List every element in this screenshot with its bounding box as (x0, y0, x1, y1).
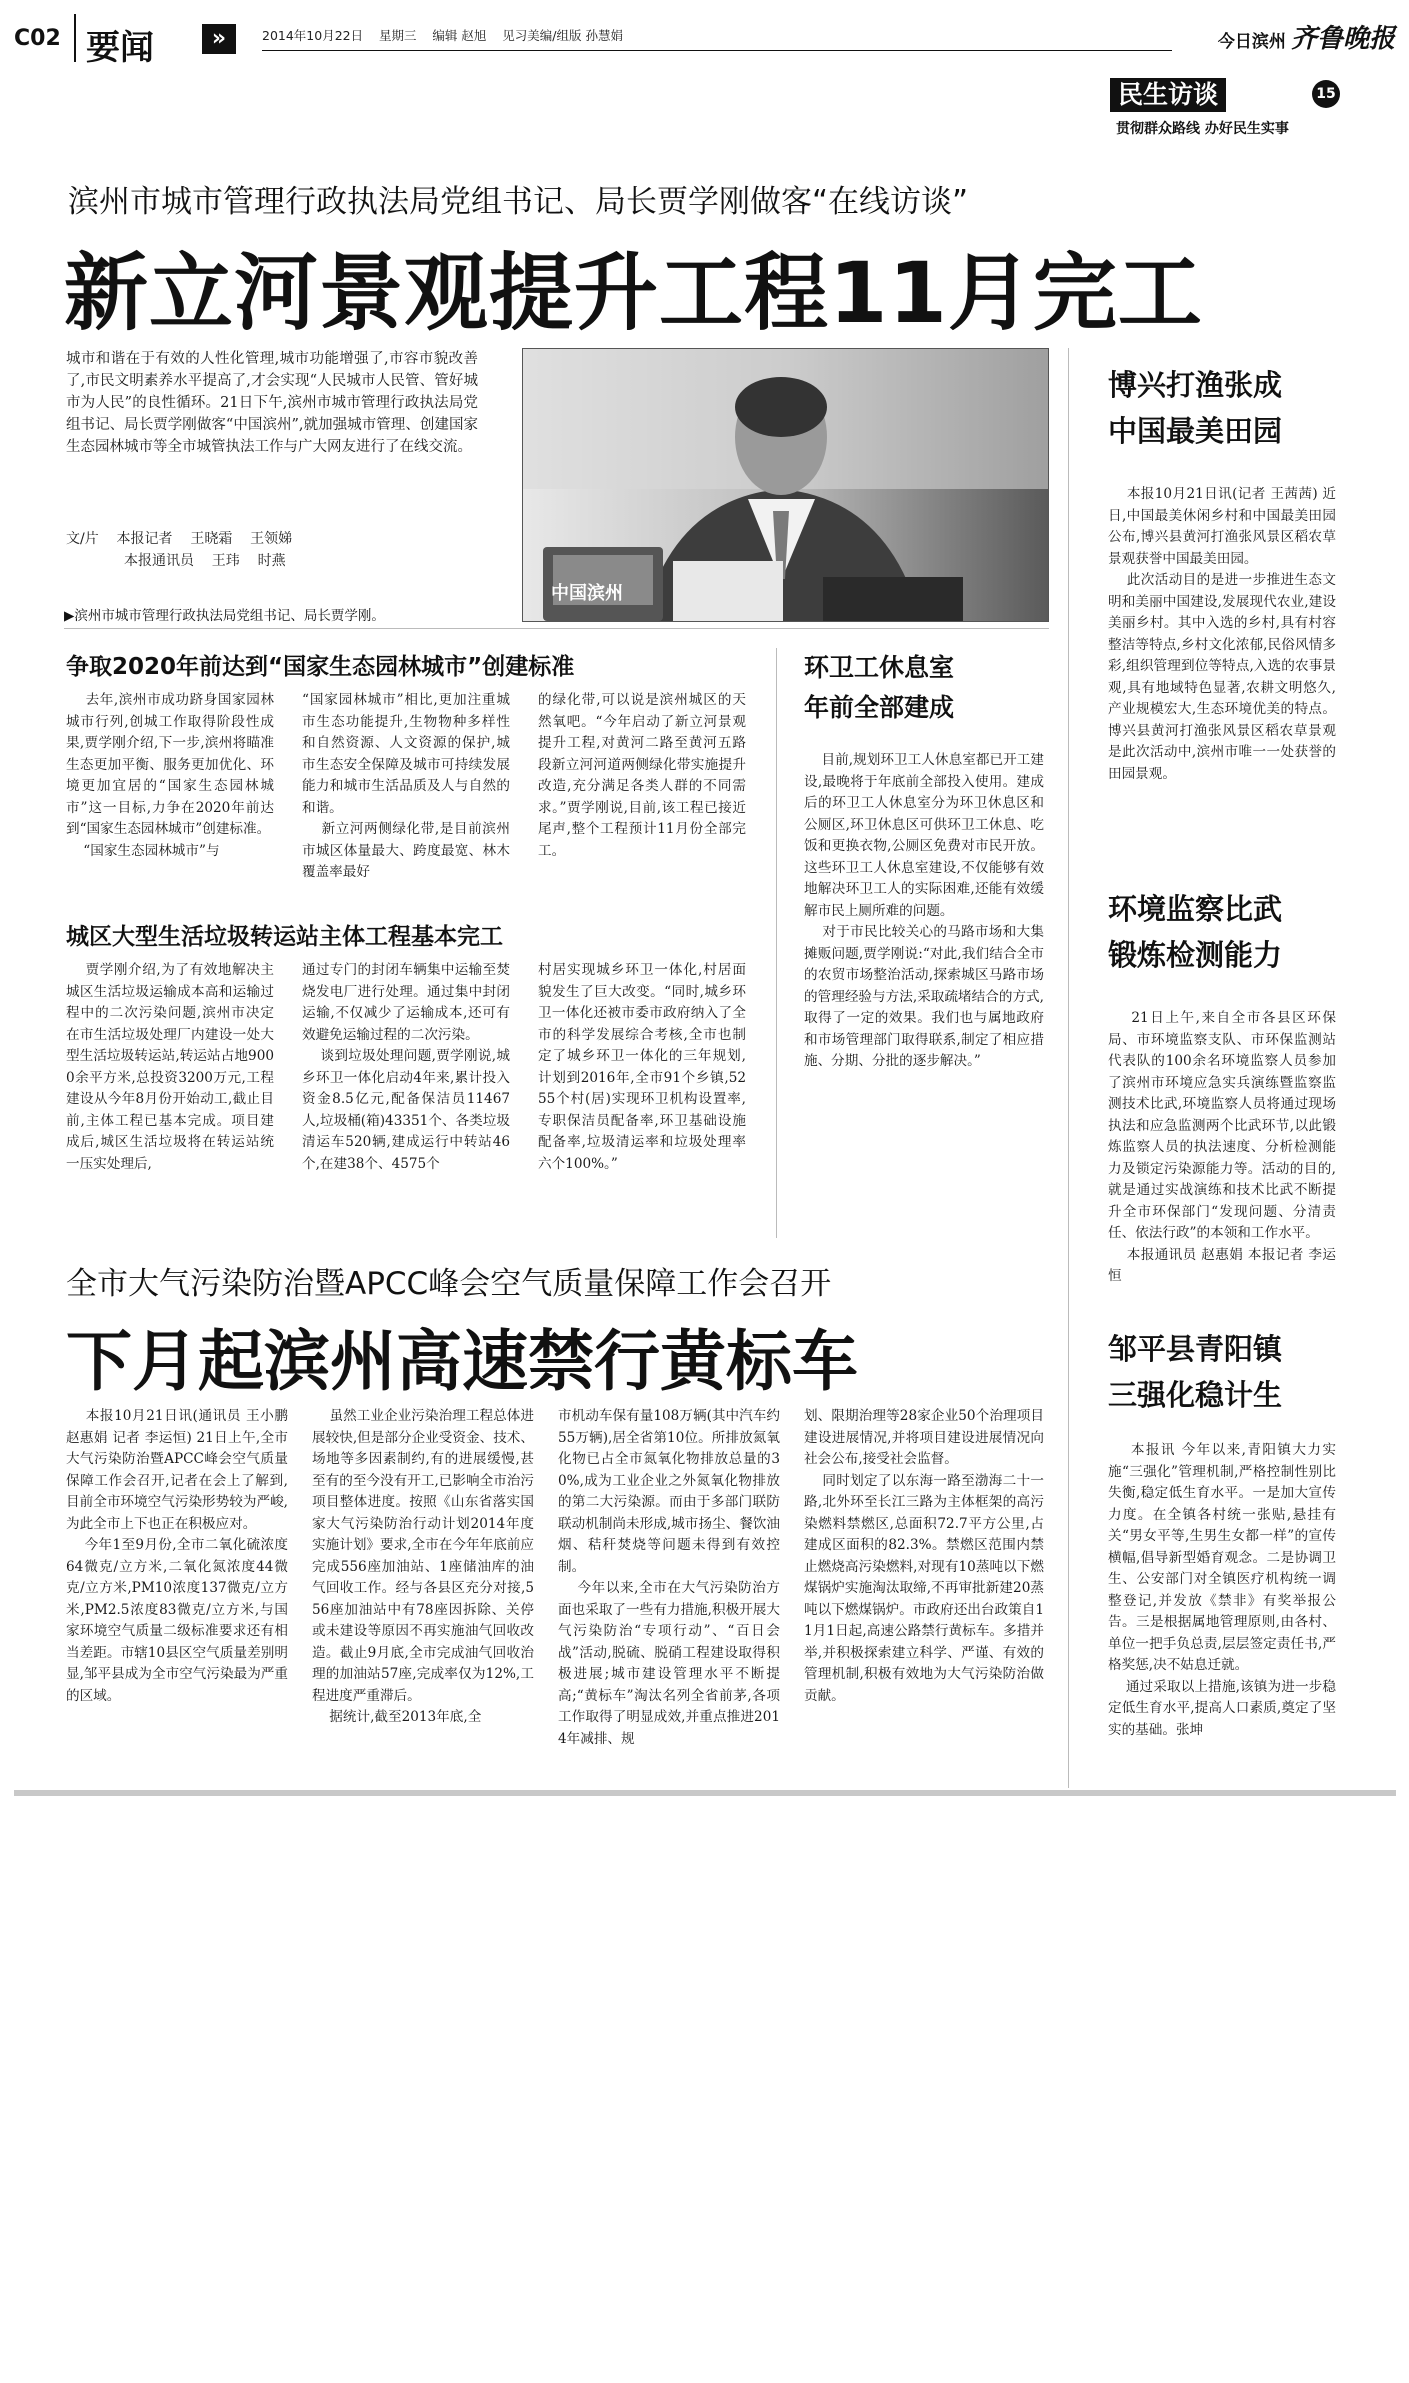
sidebar-head-1 (1108, 362, 1282, 454)
sub2-column-2: 通过专门的封闭车辆集中运输至焚烧发电厂进行处理。通过集中封闭运输,不仅减少了运输成本,还可有效避免运输过程的二次污染。 谈到垃圾处理问题,贾学刚说,城乡环卫一体化启动4年来,累计投入资金8.5亿元,配备保洁员11467人,垃圾桶(箱)43351个、各类垃圾清运车520辆,建成运行中转站46个,在建38个、4575个 (302, 962, 510, 1172)
sub2-column-1: 贾学刚介绍,为了有效地解决主城区生活垃圾运输成本高和运输过程中的二次污染问题,滨州市决定在市生活垃圾处理厂内建设一处大型生活垃圾转运站,转运站占地9000余平方米,总投资3200万元,工程建设从今年8月份开始动工,截止目前,主体工程已基本完成。项目建成后,城区生活垃圾将在转运站统一压实处理后, (66, 962, 274, 1172)
sub1-column-3: 的绿化带,可以说是滨州城区的天然氧吧。“今年启动了新立河景观提升工程,对黄河二路至黄河五路段新立河河道两侧绿化带实施提升改造,充分满足各类人群的不同需求。”贾学刚说,目前,该工程已接近尾声,整个工程预计11月份全部完工。 (538, 692, 746, 859)
sidebar-head-2-line-1: 环境监察比武 (1108, 892, 1283, 926)
sub1-column-1: 去年,滨州市成功跻身国家园林城市行列,创城工作取得阶段性成果,贾学刚介绍,下一步,滨州将瞄准生态更加平衡、服务更加优化、环境更加宜居的“国家生态园林城市”这一目标,力争在2020年前达到“国家生态园林城市”创建标准。 “国家生态园林城市”与 (66, 692, 274, 859)
header-meta: 2014年10月22日 星期三 编辑 赵旭 见习美编/组版 孙慧娟 (262, 28, 623, 43)
header-rule (262, 50, 1172, 51)
badge-slogan: 贯彻群众路线 办好民生实事 (1116, 121, 1289, 137)
paper-masthead (1180, 18, 1395, 55)
story2-column-1: 本报10月21日讯(通讯员 王小鹏 赵惠娟 记者 李运恒) 21日上午,全市大气污染防治暨APCC峰会空气质量保障工作会召开,记者在会上了解到,目前全市环境空气污染形势较为严峻,为此全市上下也正在积极应对。 今年1至9月份,全市二氧化硫浓度64微克/立方米,二氧化氮浓度44微克/立方米,PM10浓度137微克/立方米,PM2.5浓度83微克/立方米,与国家环境空气质量二级标准要求还有相当差距。市辖10县区空气质量差别明显,邹平县成为全市空气污染最为严重的区域。 (66, 1408, 288, 1704)
sidebar-head-3-line-2: 三强化稳计生 (1108, 1378, 1283, 1412)
page-bottom-rule (14, 1790, 1396, 1796)
section-arrow-icon: » (202, 24, 236, 54)
sidebar-head-3 (1108, 1326, 1282, 1418)
sidebar-text-3: 本报讯 今年以来,青阳镇大力实施“三强化”管理机制,严格控制性别比失衡,稳定低生育水平。一是加大宣传力度。在全镇各村统一张贴,悬挂有关“男女平等,生男生女都一样”的宣传横幅,倡导新型婚育观念。二是协调卫生、公安部门对全镇医疗机构统一调整登记,并发放《禁非》有奖举报公告。三是根据属地管理原则,由各村、单位一把手负总责,层层签定责任书,严格奖惩,决不姑息迁就。 通过采取以上措施,该镇为进一步稳定低生育水平,提高人口素质,奠定了坚实的基础。张坤 (1108, 1442, 1336, 1738)
byline-line-2: 本报通讯员 王玮 时燕 (124, 553, 286, 569)
side-head-line-1: 环卫工休息室 (804, 653, 955, 682)
sub2-column-3: 村居实现城乡环卫一体化,村居面貌发生了巨大改变。“同时,城乡环卫一体化还被市委市政府纳入了全市的科学发展综合考核,全市也制定了城乡环卫一体化的三年规划,计划到2016年,全市91个乡镇,5255个村(居)实现环卫机构设置率,专职保洁员配备率,环卫基础设施配备率,垃圾清运率和垃圾处理率六个100%。” (538, 962, 746, 1172)
side-head (804, 648, 954, 728)
story2-column-2: 虽然工业企业污染治理工程总体进展较快,但是部分企业受资金、技术、场地等多因素制约,有的进展缓慢,甚至有的至今没有开工,已影响全市治污项目整体进度。按照《山东省落实国家大气污染防治行动计划2014年度实施计划》要求,全市在今年年底前应完成556座加油站、1座储油库的油气回收工作。经与各县区充分对接,556座加油站中有78座因拆除、关停或未建设等原因不再实施油气回收改造。截止9月底,全市完成油气回收治理的加油站57座,完成率仅为12%,工程进度严重滞后。 据统计,截至2013年底,全 (312, 1408, 534, 1725)
sidebar-rule (1068, 348, 1069, 1788)
lead-kicker: 滨州市城市管理行政执法局党组书记、局长贾学刚做客“在线访谈” (68, 184, 969, 220)
header-bar (0, 0, 1409, 72)
badge-title: 民生访谈 (1110, 78, 1226, 112)
lead-subhead-2: 城区大型生活垃圾转运站主体工程基本完工 (66, 924, 503, 950)
sub1-column-2: “国家园林城市”相比,更加注重城市生态功能提升,生物物种多样性和自然资源、人文资源的保护,城市生态安全保障及城市可持续发展能力和城市生活品质及人与自然的和谐。 新立河两侧绿化带,是目前滨州市城区体量最大、跨度最宽、林木覆盖率最好 (302, 692, 510, 880)
sidebar-head-3-line-1: 邹平县青阳镇 (1108, 1332, 1283, 1366)
header-divider (74, 14, 76, 62)
side-column-rule (776, 648, 777, 1238)
lead-photo (522, 348, 1049, 622)
lead-subhead-1: 争取2020年前达到“国家生态园林城市”创建标准 (66, 654, 575, 680)
paper-name: 齐鲁晚报 (1290, 24, 1395, 54)
sidebar-text-2: 21日上午,来自全市各县区环保局、市环境监察支队、市环保监测站代表队的100余名环境监察人员参加了滨州市环境应急实兵演练暨监察监测技术比武,环境监察人员将通过现场执法和应急监测两个比武环节,以此锻炼监察人员的执法速度、分析检测能力及锁定污染源能力等。活动的目的,就是通过实战演练和技术比武不断提升全市环保部门“发现问题、分清责任、依法行政”的本领和工作水平。 本报通讯员 赵惠娟 本报记者 李运恒 (1108, 1010, 1336, 1284)
sidebar-head-2 (1108, 886, 1282, 978)
page-number: C02 (14, 26, 61, 51)
story2-kicker: 全市大气污染防治暨APCC峰会空气质量保障工作会召开 (66, 1266, 832, 1302)
byline-line-1: 文/片 本报记者 王晓霜 王领娣 (66, 531, 293, 547)
story2-headline: 下月起滨州高速禁行黄标车 (66, 1323, 858, 1400)
side-head-line-2: 年前全部建成 (804, 693, 955, 722)
sidebar-head-2-line-2: 锻炼检测能力 (1108, 938, 1283, 972)
lead-intro: 城市和谐在于有效的人性化管理,城市功能增强了,市容市貌改善了,市民文明素养水平提高了,才会实现“人民城市人民管、管好城市为人民”的良性循环。21日下午,滨州市城市管理行政执法局党组书记、局长贾学刚做客“中国滨州”,就加强城市管理、创建国家生态园林城市等全市城管执法工作与广大网友进行了在线交流。 (66, 351, 478, 455)
column-badge (1090, 76, 1390, 146)
caption-rule (64, 628, 1049, 629)
lead-headline: 新立河景观提升工程11月完工 (64, 244, 1203, 342)
story2-column-3: 市机动车保有量108万辆(其中汽车约55万辆),居全省第10位。所排放氮氧化物已占全市氮氧化物排放总量的30%,成为工业企业之外氮氧化物排放的第二大污染源。而由于多部门联防联动机制尚未形成,城市扬尘、餐饮油烟、秸秆焚烧等问题未得到有效控制。 今年以来,全市在大气污染防治方面也采取了一些有力措施,积极开展大气污染防治“专项行动”、“百日会战”活动,脱硫、脱硝工程建设取得积极进展;城市建设管理水平不断提高;“黄标车”淘汰名列全省前茅,各项工作取得了明显成效,并重点推进2014年减排、规 (558, 1408, 780, 1747)
badge-number: 15 (1312, 80, 1340, 108)
paper-prefix: 今日滨州 (1217, 32, 1286, 52)
side-column-text: 目前,规划环卫工人休息室都已开工建设,最晚将于年底前全部投入使用。建成后的环卫工人休息室分为环卫休息区和公厕区,环卫休息区可供环卫工休息、吃饭和更换衣物,公厕区免费对市民开放。这些环卫工人休息室建设,不仅能够有效地解决环卫工人的实际困难,还能有效缓解市民上厕所难的问题。 对于市民比较关心的马路市场和大集摊贩问题,贾学刚说:“对此,我们结合全市的农贸市场整治活动,探索城区马路市场的管理经验与方法,采取疏堵结合的方式,取得了一定的效果。我们也与属地政府和市场管理部门取得联系,制定了相应措施、分期、分批的逐步解决。” (804, 752, 1044, 1069)
photo-caption: ▶滨州市城市管理行政执法局党组书记、局长贾学刚。 (64, 608, 385, 624)
section-title: 要闻 (86, 28, 154, 68)
sidebar-text-1: 本报10月21日讯(记者 王茜茜) 近日,中国最美休闲乡村和中国最美田园公布,博兴县黄河打渔张风景区稻农草景观获誉中国最美田园。 此次活动目的是进一步推进生态文明和美丽中国建设,发展现代农业,建设美丽乡村。其中入选的乡村,具有村容整洁等特点,乡村文化浓郁,民俗风情多彩,组织管理到位等特点,入选的农事景观,具有地域特色显著,农耕文明悠久,产业规模宏大,生态环境优美的特点。博兴县黄河打渔张风景区稻农草景观是此次活动中,滨州市唯一一处获誉的田园景观。 (1108, 486, 1336, 782)
sidebar-head-1-line-1: 博兴打渔张成 (1108, 368, 1283, 402)
lead-byline (66, 528, 486, 570)
photo-nameplate: 中国滨州 (551, 583, 623, 604)
story2-column-4: 划、限期治理等28家企业50个治理项目建设进展情况,并将项目建设进展情况向社会公布,接受社会监督。 同时划定了以东海一路至渤海二十一路,北外环至长江三路为主体框架的高污染燃料禁燃区,总面积72.7平方公里,占建成区面积的82.3%。禁燃区范围内禁止燃烧高污染燃料,对现有10蒸吨以下燃煤锅炉实施淘汰取缔,不再审批新建20蒸吨以下燃煤锅炉。市政府还出台政策自11月1日起,高速公路禁行黄标车。多措并举,并积极探索建立科学、严谨、有效的管理机制,积极有效地为大气污染防治做贡献。 (804, 1408, 1044, 1704)
sidebar-head-1-line-2: 中国最美田园 (1108, 414, 1283, 448)
